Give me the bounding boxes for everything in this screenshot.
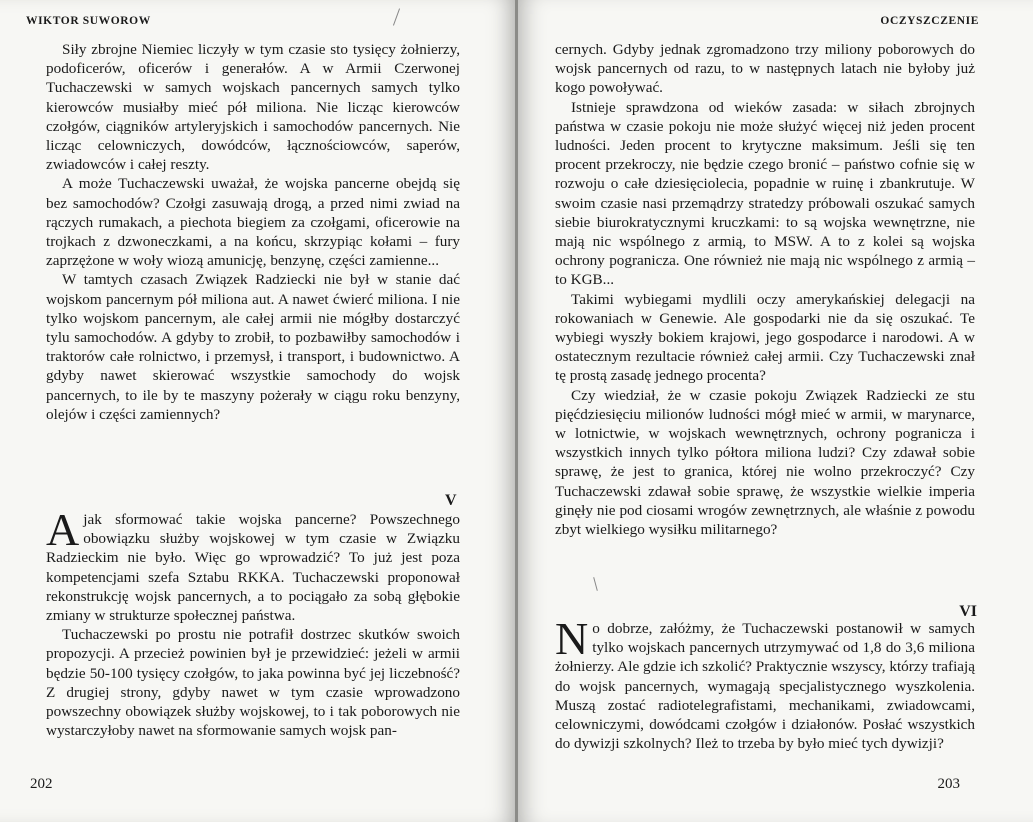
right-section-text — [555, 613, 975, 753]
paragraph: Tuchaczewski po prostu nie potrafił dostrzec skutków swoich propozycji. A przecież powinien był je przewidzieć: jeżeli w armii będzie 50-100 tysięcy czołgów, to jaka powinna być jej liczebność? Z drugiej strony, gdyby nawet w tym czasie wprowadzono powszechny obowiązek służby wojskowej, to i tak poborowych nie wystarczyłoby nawet na sformowanie samych wojsk pan- — [46, 626, 460, 740]
drop-cap: A — [46, 504, 80, 555]
section-first-paragraph — [555, 613, 975, 753]
paragraph: cernych. Gdyby jednak zgromadzono trzy miliony poborowych do wojsk pancernych od razu, to w następnych latach nie byłoby już kogo powoływać. — [555, 41, 975, 97]
pencil-mark — [393, 8, 400, 25]
paragraph: A może Tuchaczewski uważał, że wojska pancerne obejdą się bez samochodów? Czołgi zasuwają drogą, a przed nimi zwiad na rączych rumakach, a piechota biegiem za czołgami, oficerowie na trojkach z dzwoneczkami, a na końcu, skrzypiąc kołami – fury zaprzężone w woły wiozą amunicję, benzynę, części zamienne... — [46, 175, 460, 270]
page-number: 203 — [937, 776, 960, 792]
section-first-paragraph — [46, 504, 460, 625]
running-head-author: WIKTOR SUWOROW — [26, 15, 151, 27]
right-page — [518, 0, 1033, 822]
left-page — [0, 0, 516, 822]
paragraph: Siły zbrojne Niemiec liczyły w tym czasie sto tysięcy żołnierzy, podoficerów, oficerów i generałów. A w Armii Czerwonej Tuchaczewski w samych wojskach pancernych samych tylko kierowców musiałby mieć pół miliona. Nie licząc kierowców czołgów, ciągników artyleryjskich i samochodów pancernych. Nie licząc celowniczych, dowódców, łącznościowców, saperów, zwiadowców i całej reszty. — [46, 41, 460, 174]
paragraph-text: jak sformować takie wojska pancerne? Powszechnego obowiązku służby wojskowej w tym czasie w Związku Radzieckim nie było. Więc go wprowadzić? To już jest poza kompetencjami szefa Sztabu RKKA. Tuchaczewski proponował rekonstrukcję wojsk pancernych, a to pociągało za sobą głębokie zmiany w strukturze społecznej państwa. — [46, 511, 460, 625]
running-head-chapter: OCZYSZCZENIE — [880, 15, 979, 27]
paragraph: Takimi wybiegami mydlili oczy amerykańskiej delegacji na rokowaniach w Genewie. Ale gospodarki nie da się oszukać. Te wybiegi wyszły bokiem krajowi, jego gospodarce i narodowi. A w ostatecznym rezultacie również całej armii. Czy Tuchaczewski znał tę prostą zasadę jednego procenta? — [555, 290, 975, 385]
drop-cap: N — [555, 613, 589, 664]
left-top-text — [46, 40, 460, 424]
paragraph: W tamtych czasach Związek Radziecki nie był w stanie dać wojskom pancernym pół miliona aut. A nawet ćwierć miliona. I nie tylko wojskom pancernym, ale całej armii nie mógłby dostarczyć tylu samochodów. A gdyby to zrobił, to pozbawiłby samochodów i traktorów całe rolnictwo, i przemysł, i transport, i budownictwo. A gdyby nawet skierować wszystkie samochody do wojsk pancernych, to ile by te maszyny pożerały w ciągu roku benzyny, olejów i części zamiennych? — [46, 271, 460, 423]
pencil-mark — [593, 577, 598, 591]
left-section-text — [46, 504, 460, 740]
page-number: 202 — [30, 776, 53, 792]
section-number-v: V — [445, 492, 457, 509]
paragraph: Czy wiedział, że w czasie pokoju Związek Radziecki ze stu pięćdziesięciu milionów ludności mógł mieć w armii, w marynarce, w lotnictwie, w wojskach wewnętrznych, ochrony pogranicza i wszystkich innych tylko półtora miliona ludzi? Czy zdawał sobie sprawę, że jest to granica, której nie wolno przekroczyć? Czy Tuchaczewski zdawał sobie sprawę, że wszystkie wielkie imperia ginęły nie pod ciosami wrogów zewnętrznych, ale właśnie z powodu zbyt wielkiego wysiłku militarnego? — [555, 386, 975, 539]
paragraph: Istnieje sprawdzona od wieków zasada: w siłach zbrojnych państwa w czasie pokoju nie może służyć więcej niż jeden procent ludności. Jeden procent to krytyczne maksimum. Jeśli się ten procent przekroczy, nie będzie czego bronić – państwo cofnie się w rozwoju o całe dziesięciolecia, popadnie w ruinę i zbankrutuje. W swoim czasie nasi przemądrzy stratedzy próbowali oszukać samych siebie biurokratycznymi kruczkami: to są wojska wewnętrzne, nie mają nic wspólnego z armią, to MSW. A to z kolei są wojska ochrony pogranicza. One również nie mają nic wspólnego z armią – to KGB... — [555, 98, 975, 289]
paragraph-text: o dobrze, załóżmy, że Tuchaczewski postanowił w samych tylko wojskach pancernych utrzymywać od 1,8 do 3,6 miliona żołnierzy. Ale gdzie ich szkolić? Praktycznie wszyscy, którzy trafiają do wojsk pancernych, wymagają specjalistycznego wyszkolenia. Muszą zostać radiotelegrafistami, mechanikami, zwiadowcami, celowniczymi, dowódcami czołgów i działonów. Posłać wszystkich do dywizji szkolnych? Ileż to trzeba by było mieć tych dywizji? — [555, 620, 975, 753]
section-number-vi: VI — [959, 603, 977, 620]
right-top-text — [555, 40, 975, 539]
